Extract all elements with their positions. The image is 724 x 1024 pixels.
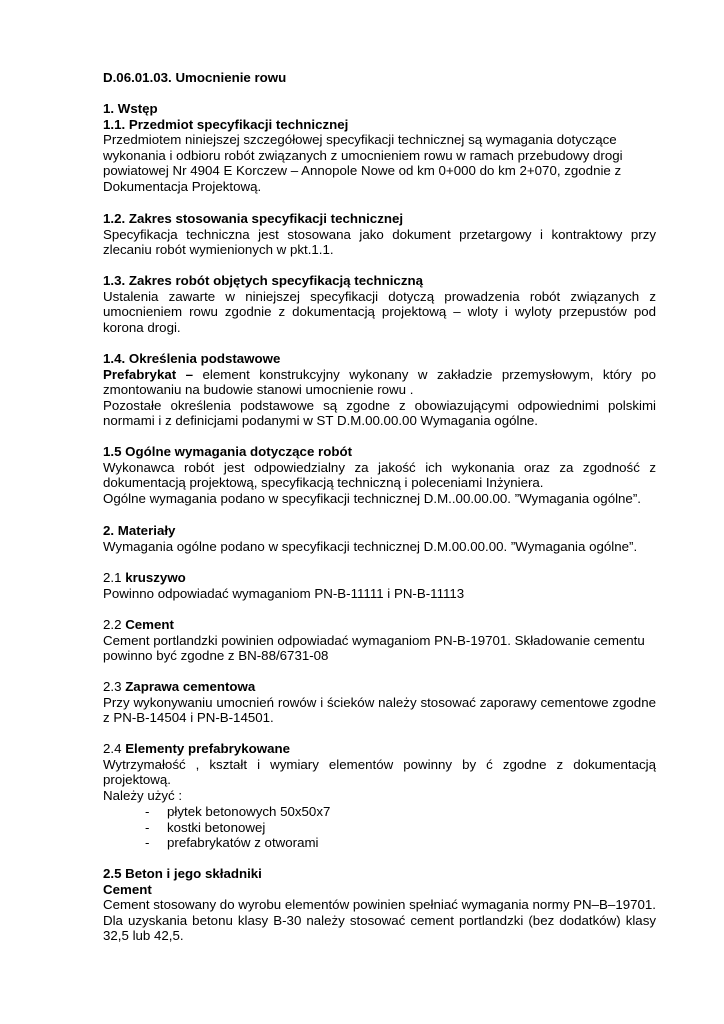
section-1-4 [103,351,656,429]
document-title: D.06.01.03. Umocnienie rowu [103,70,287,85]
section-2-2-text: Cement portlandzki powinien odpowiadać wymaganiom PN-B-19701. Składowanie cementu powinno być zgodne z BN-88/6731-08 [103,632,645,664]
section-2-2-title: Cement [125,617,174,632]
section-1-2-heading: 1.2. Zakres stosowania specyfikacji technicznej [103,211,404,226]
section-1-1-heading: 1.1. Przedmiot specyfikacji technicznej [103,116,349,132]
section-2-4-list [143,804,330,851]
section-1-4-text: Pozostałe określenia podstawowe są zgodne z obowiazującymi odpowiednimi polskimi normami i z definicjami podanymi w ST D.M.00.00.00 Wymagania ogólne. [103,397,656,429]
section-1-3 [103,273,656,335]
section-1-1-text: Przedmiotem niniejszej szczegółowej specyfikacji technicznej są wymagania dotyczące wykonania i odbioru robót związanych z umocnieniem rowu w ramach przebudowy drogi powiatowej Nr 4904 E Korczew – Annopole Nowe od km 0+000 do km 2+070, zgodnie z Dokumentacja Projektową. [103,132,623,194]
section-1-heading: 1. Wstęp [103,101,158,116]
section-2-3-number: 2.3 [103,679,126,694]
term-prefabrykat: Prefabrykat – [103,366,194,382]
section-1-2 [103,211,656,258]
section-2 [103,523,656,554]
section-1-1 [103,101,656,195]
section-2-4-lead: Należy użyć : [103,787,183,803]
section-2-4-text: Wytrzymałość , kształt i wymiary elementów powinny by ć zgodne z dokumentacją projektową. [103,756,656,788]
section-1-5-text-2: Ogólne wymagania podano w specyfikacji technicznej D.M..00.00.00. ”Wymagania ogólne”. [103,490,641,506]
section-2-3-title: Zaprawa cementowa [125,679,256,694]
list-item: - płytek betonowych 50x50x7 [143,804,330,820]
section-2-5-heading: 2.5 Beton i jego składniki [103,866,262,881]
document-title-block [103,70,656,86]
section-2-1-title: kruszywo [125,570,186,585]
section-2-2-heading [103,617,656,633]
section-2-heading: 2. Materiały [103,523,176,538]
list-item: - kostki betonowej [143,820,330,836]
section-2-2 [103,617,656,664]
section-2-5 [103,866,656,944]
section-2-3 [103,679,656,726]
section-1-2-text: Specyfikacja techniczna jest stosowana jako dokument przetargowy i kontraktowy przy zlecaniu robót wymienionych w pkt.1.1. [103,226,656,258]
section-1-5-text-1: Wykonawca robót jest odpowiedzialny za jakość ich wykonania oraz za zgodność z dokumentacją projektową, specyfikacją techniczną i poleceniami Inżyniera. [103,459,656,491]
list-item: - prefabrykatów z otworami [143,835,330,851]
section-2-1 [103,570,656,601]
section-2-4-heading [103,741,656,757]
section-1-3-text: Ustalenia zawarte w niniejszej specyfikacji dotyczą prowadzenia robót związanych z umocnieniem rowu zgodnie z dokumentacją projektową – wloty i wyloty przepustów pod korona drogi. [103,288,656,335]
section-2-4-number: 2.4 [103,741,126,756]
section-2-3-heading [103,679,656,695]
section-1-5 [103,444,656,506]
section-2-5-subheading: Cement [103,881,152,897]
section-1-4-heading: 1.4. Określenia podstawowe [103,351,281,366]
section-2-3-text: Przy wykonywaniu umocnień rowów i ścieków należy stosować zaporawy cementowe zgodne z PN-B-14504 i PN-B-14501. [103,694,656,726]
section-2-1-text: Powinno odpowiadać wymaganiom PN-B-11111 i PN-B-11113 [103,585,465,601]
section-2-1-number: 2.1 [103,570,126,585]
section-2-5-text: Cement stosowany do wyrobu elementów powinien spełniać wymagania normy PN–B–19701. Dla uzyskania betonu klasy B-30 należy stosować cement portlandzki (bez dodatków) klasy 32,5 lub 42,5. [103,897,656,944]
section-2-2-number: 2.2 [103,617,126,632]
section-2-4-title: Elementy prefabrykowane [125,741,290,756]
term-prefabrykat-definition: element konstrukcyjny wykonany w zakładzie przemysłowym, który po zmontowaniu na budowie stanowi umocnienie rowu . [103,366,657,398]
section-2-text: Wymagania ogólne podano w specyfikacji technicznej D.M.00.00.00. ”Wymagania ogólne”. [103,538,638,554]
section-2-4 [103,741,656,803]
section-2-1-heading [103,570,656,586]
section-1-5-heading: 1.5 Ogólne wymagania dotyczące robót [103,444,353,459]
section-1-4-definition [103,367,656,398]
section-1-3-heading: 1.3. Zakres robót objętych specyfikacją techniczną [103,273,423,288]
